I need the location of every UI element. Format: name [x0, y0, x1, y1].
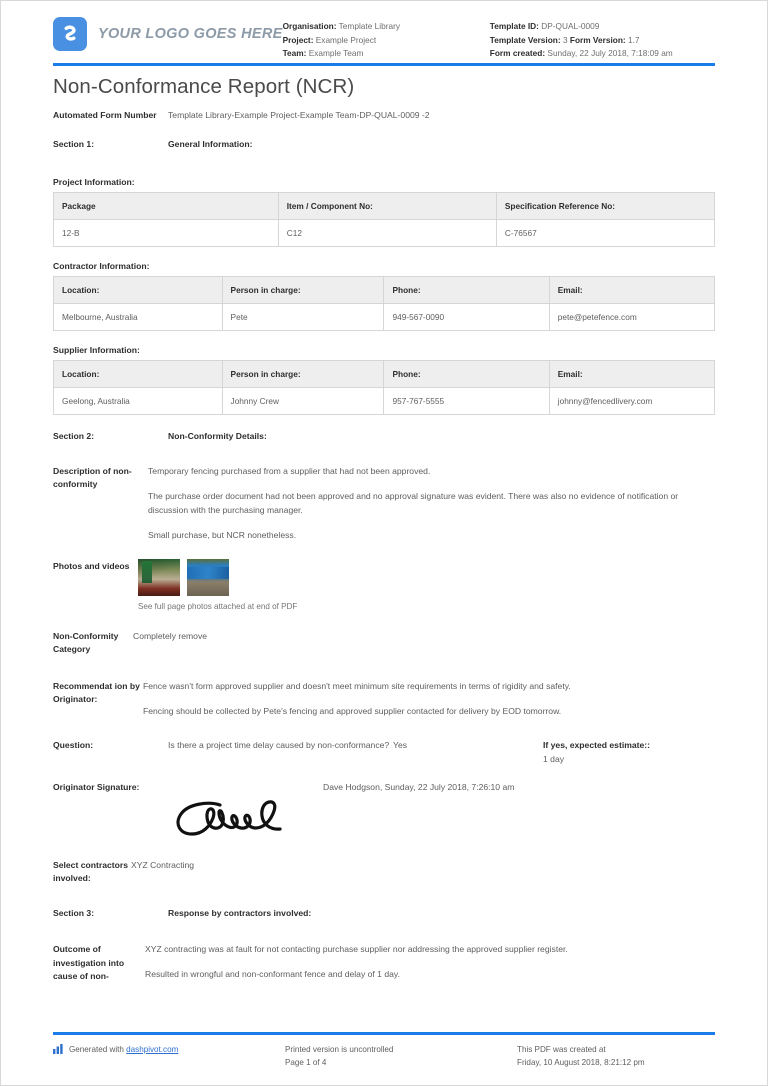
- contractors-value: XYZ Contracting: [131, 859, 195, 870]
- category-row: [53, 629, 715, 657]
- table-row: [54, 388, 715, 415]
- page-footer: [53, 1032, 715, 1069]
- contractor-information-caption: Contractor Information:: [53, 261, 150, 271]
- column-header: Phone:: [384, 361, 549, 388]
- section-2-label: Section 2:: [53, 431, 95, 441]
- photos-row: [53, 559, 715, 613]
- description-value: [148, 464, 715, 542]
- section-1-row: [53, 137, 715, 152]
- column-header: Email:: [549, 361, 714, 388]
- question-answer: Yes: [393, 739, 408, 750]
- outcome-row: [53, 942, 715, 984]
- table-cell: johnny@fencedlivery.com: [549, 388, 714, 415]
- description-paragraph: Temporary fencing purchased from a supplier that had not been approved.: [148, 465, 431, 476]
- organisation-line: [283, 20, 490, 34]
- printed-line-1: Printed version is uncontrolled: [285, 1045, 394, 1054]
- automated-form-number-label: Automated Form Number: [53, 110, 157, 120]
- question-label: Question:: [53, 739, 94, 750]
- table-header-row: [54, 361, 715, 388]
- section-1-label: Section 1:: [53, 138, 95, 149]
- recommendation-paragraph: Fence wasn't form approved supplier and doesn't meet minimum site requirements in terms of rigidity and safety.: [143, 680, 571, 691]
- automated-form-number-row: [53, 108, 715, 123]
- project-value: Example Project: [315, 34, 377, 45]
- template-version-line: [490, 34, 715, 48]
- header-meta-right: [490, 11, 715, 61]
- question-content: [168, 738, 715, 766]
- recommendation-label: Recommendat ion by Originator:: [53, 680, 140, 704]
- estimate-label: If yes, expected estimate::: [543, 739, 650, 750]
- document-body: [53, 75, 715, 1019]
- table-header-row: [54, 193, 715, 220]
- project-label: Project:: [282, 34, 314, 45]
- section-2-row: [53, 429, 715, 444]
- contractors-label: Select contractors involved:: [53, 859, 128, 883]
- footer-printed-block: [285, 1043, 517, 1069]
- template-id-label: Template ID:: [489, 21, 539, 31]
- table-cell: C-76567: [496, 220, 714, 247]
- section-3-title: Response by contractors involved:: [168, 907, 312, 918]
- logo-text: YOUR LOGO GOES HERE: [98, 26, 283, 42]
- supplier-information-caption: Supplier Information:: [53, 345, 140, 355]
- column-header: Person in charge:: [222, 277, 384, 304]
- header-accent-rule: [53, 63, 715, 66]
- page-number: Page 1 of 4: [285, 1058, 327, 1067]
- header-meta-left: [283, 11, 490, 61]
- column-header: Item / Component No:: [278, 193, 496, 220]
- column-header: Location:: [54, 361, 223, 388]
- outcome-paragraph: Resulted in wrongful and non-conformant fence and delay of 1 day.: [145, 969, 400, 979]
- team-label: Team:: [282, 48, 307, 59]
- footer-generated-text: [69, 1043, 178, 1056]
- form-version-label: Form Version:: [569, 34, 626, 45]
- outcome-label: Outcome of investigation into cause of non-: [53, 944, 125, 981]
- contractors-row: [53, 858, 715, 886]
- table-cell: 949-567-0090: [384, 304, 549, 331]
- recommendation-value: [143, 679, 715, 718]
- footer-accent-rule: [53, 1032, 715, 1035]
- photos-value: [138, 559, 715, 613]
- form-created-label: Form created:: [489, 48, 546, 59]
- photo-thumbnail[interactable]: [138, 559, 180, 596]
- photo-thumbnail[interactable]: [187, 559, 229, 596]
- table-cell: Pete: [222, 304, 384, 331]
- description-row: [53, 464, 715, 542]
- form-version-value: 1.7: [627, 34, 640, 45]
- generated-prefix: Generated with: [69, 1045, 127, 1054]
- footer-created-block: [517, 1043, 715, 1069]
- table-cell: pete@petefence.com: [549, 304, 714, 331]
- team-value: Example Team: [308, 48, 364, 59]
- team-line: [283, 47, 490, 61]
- signature-value: [168, 780, 715, 842]
- photos-label: Photos and videos: [53, 560, 130, 571]
- description-label: Description of non-conformity: [53, 465, 132, 489]
- template-id-line: [490, 20, 715, 34]
- category-label: Non-Conformity Category: [53, 630, 119, 654]
- form-created-value: Sunday, 22 July 2018, 7:18:09 am: [547, 48, 673, 59]
- handwritten-signature: [168, 796, 715, 842]
- project-information-table: [53, 192, 715, 247]
- table-cell: Johnny Crew: [222, 388, 384, 415]
- created-line-1: This PDF was created at: [517, 1045, 606, 1054]
- outcome-value: [145, 942, 715, 981]
- signature-row: [53, 780, 715, 842]
- description-paragraph: The purchase order document had not been approved and no approval signature was evident. There was also no evidence of notification or discussion with the purchasing manager.: [148, 490, 679, 515]
- section-1-title: General Information:: [168, 138, 253, 149]
- question-text: Is there a project time delay caused by non-conformance?: [168, 739, 390, 750]
- created-timestamp: Friday, 10 August 2018, 8:21:12 pm: [517, 1058, 645, 1067]
- signature-name: Dave Hodgson, Sunday, 22 July 2018, 7:26:10 am: [323, 781, 515, 792]
- table-cell: Geelong, Australia: [54, 388, 223, 415]
- section-3-label: Section 3:: [53, 907, 95, 918]
- table-row: [54, 304, 715, 331]
- bar-chart-icon: [53, 1043, 64, 1058]
- table-cell: 12-B: [54, 220, 279, 247]
- form-created-line: [490, 47, 715, 61]
- signature-label: Originator Signature:: [53, 781, 140, 792]
- photo-thumbnail-list: [138, 559, 715, 596]
- supplier-information-table: [53, 360, 715, 415]
- template-version-value: 3: [562, 34, 568, 45]
- organisation-label: Organisation:: [282, 21, 337, 31]
- section-2-title: Non-Conformity Details:: [168, 431, 267, 441]
- column-header: Email:: [549, 277, 714, 304]
- column-header: Phone:: [384, 277, 549, 304]
- section-3-row: [53, 906, 715, 921]
- table-cell: C12: [278, 220, 496, 247]
- column-header: Location:: [54, 277, 223, 304]
- table-header-row: [54, 277, 715, 304]
- page-header: [1, 1, 767, 63]
- logo-block: [53, 11, 283, 51]
- category-value: Completely remove: [133, 630, 208, 641]
- estimate-value: 1 day: [543, 753, 565, 764]
- description-paragraph: Small purchase, but NCR nonetheless.: [148, 529, 297, 540]
- table-cell: 957-767-5555: [384, 388, 549, 415]
- recommendation-paragraph: Fencing should be collected by Pete's fencing and approved supplier contacted for delivery by EOD tomorrow.: [143, 705, 562, 716]
- organisation-value: Template Library: [338, 21, 400, 31]
- question-estimate: [543, 738, 715, 766]
- dashpivot-link[interactable]: dashpivot.com: [126, 1045, 179, 1054]
- outcome-paragraph: XYZ contracting was at fault for not contacting purchase supplier nor addressing the approved supplier register.: [145, 944, 568, 954]
- photos-note: See full page photos attached at end of PDF: [138, 601, 298, 611]
- question-row: [53, 738, 715, 766]
- page-title: Non-Conformance Report (NCR): [53, 75, 355, 98]
- table-cell: Melbourne, Australia: [54, 304, 223, 331]
- column-header: Person in charge:: [222, 361, 384, 388]
- recommendation-row: [53, 679, 715, 718]
- column-header: Package: [54, 193, 279, 220]
- table-row: [54, 220, 715, 247]
- automated-form-number-value: Template Library-Example Project-Example Team-DP-QUAL-0009 -2: [168, 110, 430, 120]
- template-id-value: DP-QUAL-0009: [541, 21, 600, 31]
- footer-columns: [53, 1043, 715, 1069]
- template-version-label: Template Version:: [489, 34, 561, 45]
- column-header: Specification Reference No:: [496, 193, 714, 220]
- contractor-information-table: [53, 276, 715, 331]
- project-line: [283, 34, 490, 48]
- dashpivot-logo-icon: [53, 17, 87, 51]
- project-information-caption: Project Information:: [53, 177, 135, 187]
- footer-generated-block: [53, 1043, 285, 1069]
